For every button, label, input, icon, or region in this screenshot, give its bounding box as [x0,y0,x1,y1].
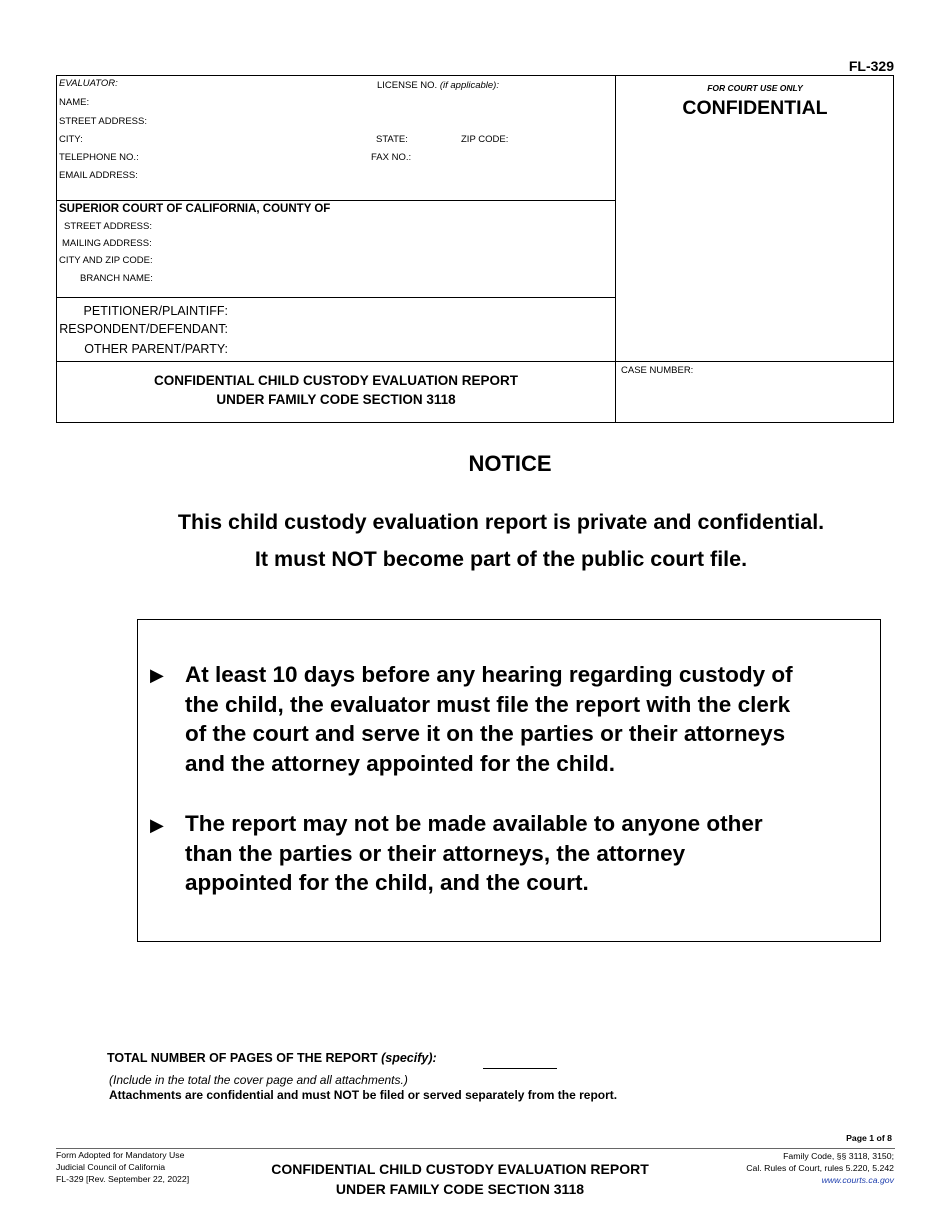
page-indicator: Page 1 of 8 [846,1133,892,1143]
petitioner-label: PETITIONER/PLAINTIFF: [83,304,228,318]
caption-report-title: CONFIDENTIAL CHILD CUSTODY EVALUATION REPORT UNDER FAMILY CODE SECTION 3118 [153,373,518,407]
footer-rule [56,1148,895,1149]
court-use-label: FOR COURT USE ONLY [707,83,803,93]
court-title: SUPERIOR COURT OF CALIFORNIA, COUNTY OF [59,203,331,215]
attachments-note: Attachments are confidential and must NOT be filed or served separately from the report. [109,1088,618,1102]
bullet-arrow-icon: ▶ [150,815,164,835]
footer-adoption-info: Form Adopted for Mandatory Use Judicial Council of California FL-329 [Rev. September 22, 2022] [56,1150,190,1184]
case-number-label: CASE NUMBER: [621,365,694,376]
respondent-label: RESPONDENT/DEFENDANT: [59,322,228,336]
name-label: NAME: [59,97,90,108]
form-code: FL-329 [848,58,894,74]
total-pages-label: TOTAL NUMBER OF PAGES OF THE REPORT (specify): [107,1051,437,1065]
court-branch-label: BRANCH NAME: [80,273,153,284]
courts-website-link[interactable]: www.courts.ca.gov [821,1174,894,1185]
bullet-arrow-icon: ▶ [150,665,164,685]
court-street-label: STREET ADDRESS: [64,221,152,232]
caption-divider-parties [56,297,616,298]
notice-line-2: It must NOT become part of the public court file. [254,547,748,571]
city-label: CITY: [59,134,83,145]
notice-heading: NOTICE [468,451,552,476]
other-parent-label: OTHER PARENT/PARTY: [84,342,228,356]
footer-title: CONFIDENTIAL CHILD CUSTODY EVALUATION REPORT UNDER FAMILY CODE SECTION 3118 [271,1161,649,1197]
notice-bullet-2: The report may not be made available to anyone other than the parties or their attorneys, the attorney appointed for the child, and the court. [185,811,763,896]
fax-label: FAX NO.: [371,152,412,163]
evaluator-label: EVALUATOR: [59,78,118,89]
street-address-label: STREET ADDRESS: [59,116,147,127]
total-pages-field[interactable] [483,1068,557,1069]
include-note: (Include in the total the cover page and all attachments.) [109,1073,408,1087]
caption-divider-title [56,361,894,362]
caption-divider-court [56,200,616,201]
telephone-label: TELEPHONE NO.: [59,152,139,163]
state-label: STATE: [376,134,408,145]
notice-bullet-1: At least 10 days before any hearing regarding custody of the child, the evaluator must file the report with the clerk of the court and serve it on the parties or their attorneys and the attorney appointed for the child. [185,662,793,777]
footer-references: Family Code, §§ 3118, 3150; Cal. Rules of Court, rules 5.220, 5.242 www.courts.ca.gov [746,1151,894,1185]
court-city-zip-label: CITY AND ZIP CODE: [59,255,153,266]
notice-line-1: This child custody evaluation report is private and confidential. [177,510,825,534]
license-label: LICENSE NO. (if applicable): [377,80,499,91]
confidential-label: CONFIDENTIAL [682,97,828,119]
court-mailing-label: MAILING ADDRESS: [62,238,152,249]
email-label: EMAIL ADDRESS: [59,170,138,181]
zip-code-label: ZIP CODE: [461,134,509,145]
